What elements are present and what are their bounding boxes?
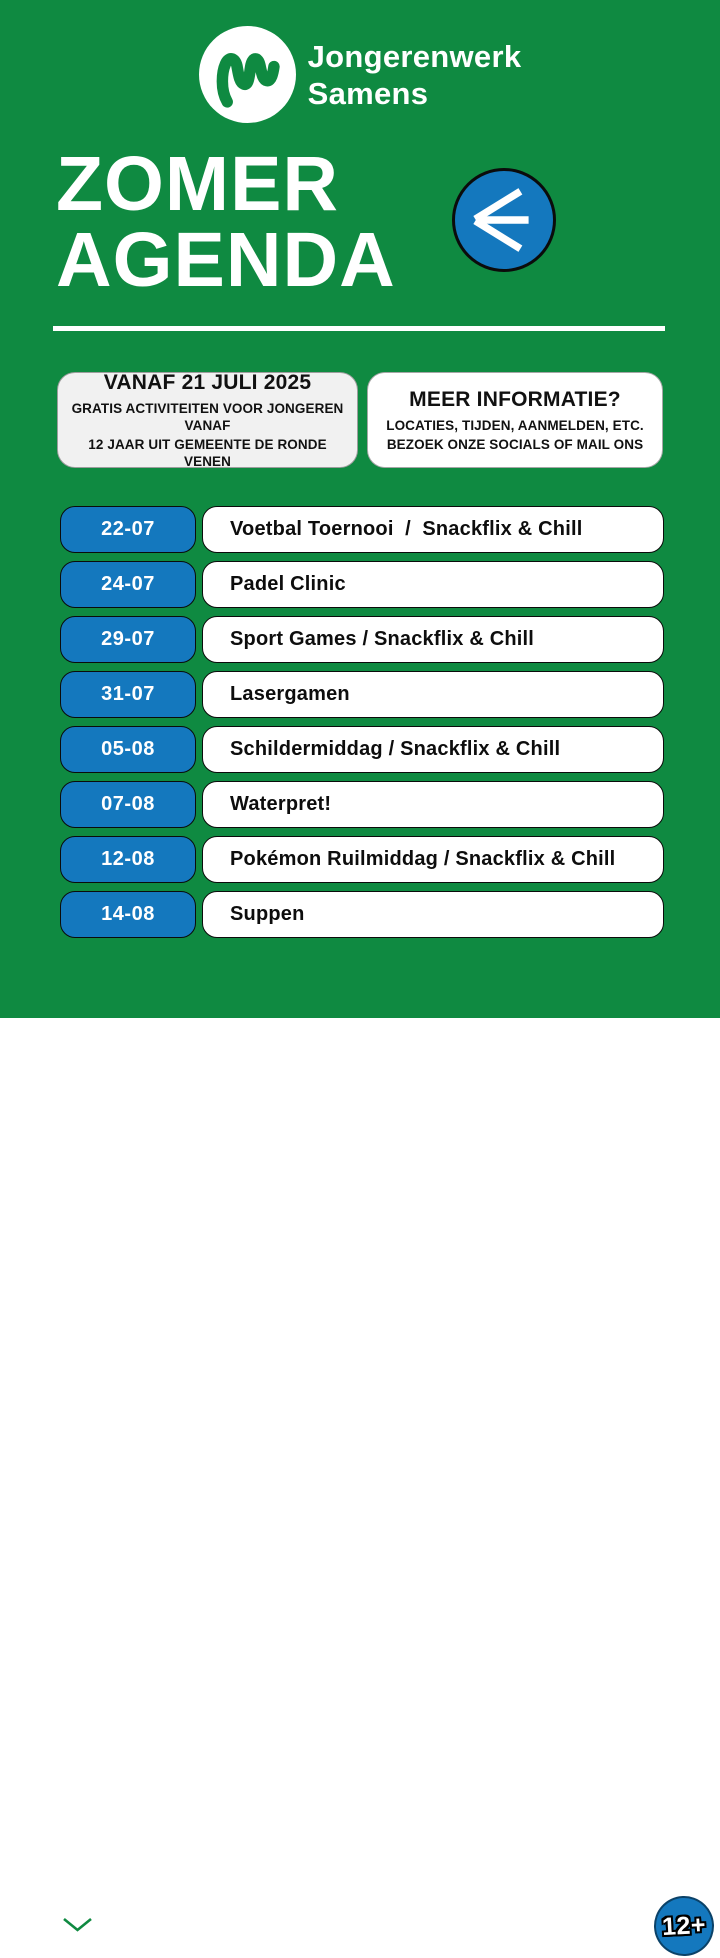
agenda-list [60, 506, 664, 938]
activity-label: Lasergamen [230, 683, 350, 705]
back-arrow-button[interactable] [452, 168, 556, 272]
logo-wordmark [308, 38, 522, 112]
activity-label: Pokémon Ruilmiddag / Snackflix & Chill [230, 848, 616, 870]
date-badge: 12-08 [60, 836, 196, 883]
date-badge: 31-07 [60, 671, 196, 718]
logo-line2: Samens [307, 75, 429, 111]
activity-cell [202, 726, 664, 773]
activity-cell [202, 891, 664, 938]
info-box-date [57, 372, 358, 468]
info-box-more-title: MEER INFORMATIE? [409, 387, 621, 411]
snapchat-icon [410, 1913, 437, 1940]
info-box-date-sub1: GRATIS ACTIVITEITEN VOOR JONGEREN VANAF [71, 400, 344, 433]
activity-label: Suppen [230, 903, 305, 925]
logo [0, 26, 720, 123]
envelope-icon [62, 1916, 93, 1940]
date-badge: 05-08 [60, 726, 196, 773]
activity-cell [202, 781, 664, 828]
info-box-more-sub2: BEZOEK ONZE SOCIALS OF MAIL ONS [386, 436, 644, 452]
instagram-icon [446, 1914, 473, 1941]
logo-line1: Jongerenwerk [307, 38, 522, 74]
activity-cell [202, 561, 664, 608]
jw-monogram-icon [199, 26, 296, 123]
age-badge [652, 1894, 715, 1957]
title-line2: AGENDA [56, 217, 396, 303]
agenda-row [60, 726, 664, 773]
date-badge: 22-07 [60, 506, 196, 553]
date-badge: 29-07 [60, 616, 196, 663]
left-arrow-icon [463, 179, 545, 261]
date-badge: 24-07 [60, 561, 196, 608]
activity-cell [202, 506, 664, 553]
activity-cell [202, 616, 664, 663]
activity-label: Padel Clinic [230, 573, 346, 595]
social-handle: jwsamens [483, 1921, 567, 1940]
page-title [56, 141, 396, 303]
agenda-row [60, 616, 664, 663]
agenda-row [60, 506, 664, 553]
age-badge-label: 12+ [661, 1910, 707, 1941]
activity-label: Voetbal Toernooi / Snackflix & Chill [230, 518, 583, 540]
divider-line [53, 326, 665, 331]
agenda-row [60, 781, 664, 828]
activity-cell [202, 671, 664, 718]
info-box-date-title: VANAF 21 JULI 2025 [103, 370, 312, 394]
agenda-row [60, 671, 664, 718]
info-box-more-sub1: LOCATIES, TIJDEN, AANMELDEN, ETC. [386, 417, 644, 433]
logo-mark [199, 26, 296, 123]
footer [0, 948, 720, 1941]
activity-label: Sport Games / Snackflix & Chill [230, 628, 535, 650]
agenda-row [60, 836, 664, 883]
activity-label: Schildermiddag / Snackflix & Chill [230, 738, 561, 760]
activity-label: Waterpret! [230, 793, 332, 815]
info-box-date-sub2: 12 JAAR UIT GEMEENTE DE RONDE VENEN [88, 436, 327, 469]
agenda-row [60, 891, 664, 938]
info-box-more-info [367, 372, 663, 468]
title-line1: ZOMER [56, 141, 340, 227]
email-address: jongerenwerk@stichtingsamens.nl [101, 1921, 389, 1940]
date-badge: 07-08 [60, 781, 196, 828]
date-badge: 14-08 [60, 891, 196, 938]
activity-cell [202, 836, 664, 883]
agenda-row [60, 561, 664, 608]
